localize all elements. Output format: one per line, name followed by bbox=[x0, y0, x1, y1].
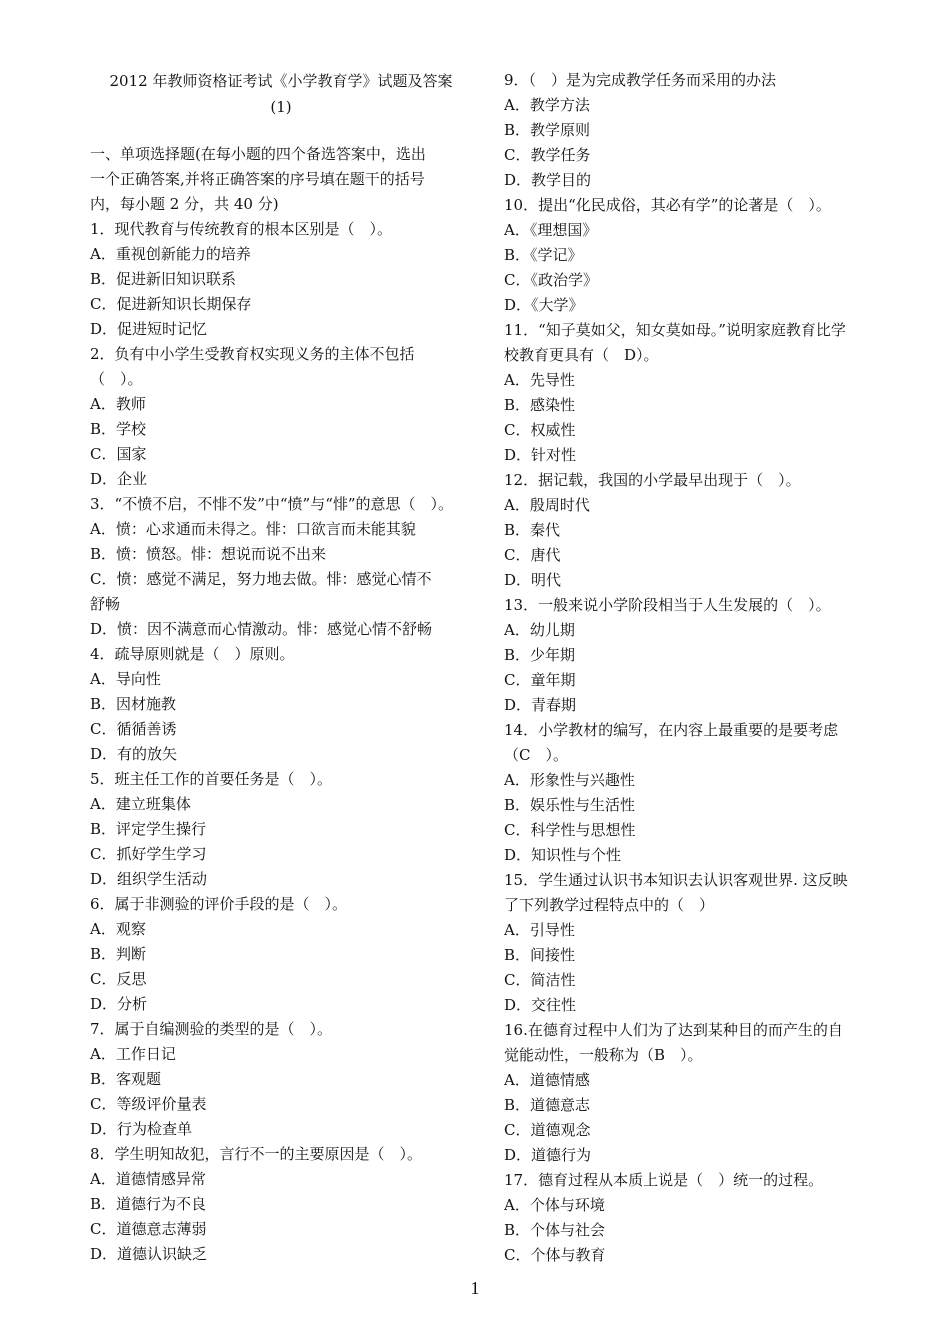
text-line: C．抓好学生学习 bbox=[90, 845, 207, 863]
text-line: 一个正确答案,并将正确答案的序号填在题干的括号 bbox=[90, 170, 425, 188]
text-line: B．感染性 bbox=[504, 396, 576, 414]
text-line: 7．属于自编测验的类型的是（ ）。 bbox=[90, 1020, 333, 1038]
title-line: (1) bbox=[270, 98, 292, 116]
text-line: 1．现代教育与传统教育的根本区别是（ ）。 bbox=[90, 220, 393, 238]
text-line: D．《大学》 bbox=[504, 296, 584, 314]
text-line: A．幼儿期 bbox=[504, 621, 575, 639]
text-line: A．《理想国》 bbox=[504, 221, 598, 239]
left-column bbox=[90, 68, 472, 1267]
text-line: A．重视创新能力的培养 bbox=[90, 245, 251, 263]
text-line: B．个体与社会 bbox=[504, 1221, 606, 1239]
text-line: A．导向性 bbox=[90, 670, 161, 688]
text-line: C．国家 bbox=[90, 445, 147, 463]
text-line: B．愤：愤怒。悱：想说而说不出来 bbox=[90, 545, 327, 563]
text-line: B．娱乐性与生活性 bbox=[504, 796, 636, 814]
text-line: D．道德认识缺乏 bbox=[90, 1245, 208, 1263]
text-line: A．教学方法 bbox=[504, 96, 590, 114]
text-line: B．《学记》 bbox=[504, 246, 583, 264]
text-line: D．教学目的 bbox=[504, 171, 592, 189]
text-line: 了下列教学过程特点中的（ ） bbox=[504, 896, 715, 914]
text-line: D．针对性 bbox=[504, 446, 577, 464]
text-line: C．科学性与思想性 bbox=[504, 821, 636, 839]
text-line: D．企业 bbox=[90, 470, 148, 488]
text-line: D．交往性 bbox=[504, 996, 577, 1014]
text-line: B．评定学生操行 bbox=[90, 820, 207, 838]
text-line: 13．一般来说小学阶段相当于人生发展的（ ）。 bbox=[504, 596, 831, 614]
spacer bbox=[90, 120, 472, 142]
text-line: A．道德情感异常 bbox=[90, 1170, 206, 1188]
text-line: 14．小学教材的编写，在内容上最重要的是要考虑 bbox=[504, 721, 839, 739]
text-line: C．权威性 bbox=[504, 421, 576, 439]
text-line: D．明代 bbox=[504, 571, 562, 589]
text-line: 校教育更具有（ D）。 bbox=[504, 346, 659, 364]
text-line: 一、单项选择题(在每小题的四个备选答案中，选出 bbox=[90, 145, 426, 163]
text-line: A．形象性与兴趣性 bbox=[504, 771, 635, 789]
text-line: 2．负有中小学生受教育权实现义务的主体不包括 bbox=[90, 345, 415, 363]
text-line: （ ）。 bbox=[90, 370, 143, 388]
text-line: 11．“知子莫如父，知女莫如母。”说明家庭教育比学 bbox=[504, 321, 846, 339]
text-line: A．工作日记 bbox=[90, 1045, 176, 1063]
text-line: A．殷周时代 bbox=[504, 496, 590, 514]
text-line: A．观察 bbox=[90, 920, 146, 938]
text-line: 12．据记载，我国的小学最早出现于（ ）。 bbox=[504, 471, 801, 489]
text-line: A．个体与环境 bbox=[504, 1196, 605, 1214]
left-question-list bbox=[90, 142, 472, 1267]
text-line: C．道德意志薄弱 bbox=[90, 1220, 207, 1238]
text-line: D．愤：因不满意而心情激动。悱：感觉心情不舒畅 bbox=[90, 620, 433, 638]
text-line: A．建立班集体 bbox=[90, 795, 191, 813]
text-line: 舒畅 bbox=[90, 595, 121, 613]
text-line: D．青春期 bbox=[504, 696, 577, 714]
text-line: C．愤：感觉不满足，努力地去做。悱：感觉心情不 bbox=[90, 570, 432, 588]
text-line: C．教学任务 bbox=[504, 146, 591, 164]
text-line: 4．疏导原则就是（ ）原则。 bbox=[90, 645, 295, 663]
text-line: B．秦代 bbox=[504, 521, 561, 539]
text-line: B．因材施教 bbox=[90, 695, 177, 713]
text-line: 6．属于非测验的评价手段的是（ ）。 bbox=[90, 895, 348, 913]
text-line: 16.在德育过程中人们为了达到某种目的而产生的自 bbox=[504, 1021, 843, 1039]
text-line: D．行为检查单 bbox=[90, 1120, 193, 1138]
text-line: A．引导性 bbox=[504, 921, 575, 939]
text-line: 8．学生明知故犯，言行不一的主要原因是（ ）。 bbox=[90, 1145, 423, 1163]
text-line: A．教师 bbox=[90, 395, 146, 413]
text-line: D．组织学生活动 bbox=[90, 870, 208, 888]
text-line: 9．（ ）是为完成教学任务而采用的办法 bbox=[504, 71, 777, 89]
text-line: 3．“不愤不启，不悱不发”中“愤”与“悱”的意思（ ）。 bbox=[90, 495, 454, 513]
text-line: B．学校 bbox=[90, 420, 147, 438]
text-line: B．少年期 bbox=[504, 646, 576, 664]
text-line: C．促进新知识长期保存 bbox=[90, 295, 252, 313]
text-line: 觉能动性，一般称为（B ）。 bbox=[504, 1046, 703, 1064]
right-question-list bbox=[504, 68, 887, 1268]
page-number: 1 bbox=[470, 1278, 480, 1298]
text-line: B．客观题 bbox=[90, 1070, 162, 1088]
text-line: C．反思 bbox=[90, 970, 147, 988]
text-line: （C ）。 bbox=[504, 746, 568, 764]
text-line: B．道德意志 bbox=[504, 1096, 591, 1114]
text-line: 15．学生通过认识书本知识去认识客观世界. 这反映 bbox=[504, 871, 848, 889]
text-line: D．有的放矢 bbox=[90, 745, 178, 763]
text-line: C．童年期 bbox=[504, 671, 576, 689]
text-line: B．间接性 bbox=[504, 946, 576, 964]
right-column bbox=[504, 68, 887, 1268]
text-line: B．道德行为不良 bbox=[90, 1195, 207, 1213]
text-line: D．促进短时记忆 bbox=[90, 320, 208, 338]
text-line: C．唐代 bbox=[504, 546, 561, 564]
text-line: C．《政治学》 bbox=[504, 271, 598, 289]
text-line: D．分析 bbox=[90, 995, 148, 1013]
text-line: C．简洁性 bbox=[504, 971, 576, 989]
text-line: 5．班主任工作的首要任务是（ ）。 bbox=[90, 770, 333, 788]
document-title bbox=[90, 68, 472, 120]
text-line: 内，每小题 2 分，共 40 分) bbox=[90, 195, 279, 213]
text-line: A．愤：心求通而未得之。悱：口欲言而未能其貌 bbox=[90, 520, 416, 538]
text-line: C．等级评价量表 bbox=[90, 1095, 207, 1113]
title-line: 2012 年教师资格证考试《小学教育学》试题及答案 bbox=[109, 72, 453, 90]
text-line: C．循循善诱 bbox=[90, 720, 177, 738]
text-line: D．道德行为 bbox=[504, 1146, 592, 1164]
text-line: C．道德观念 bbox=[504, 1121, 591, 1139]
text-line: A．先导性 bbox=[504, 371, 575, 389]
text-line: C．个体与教育 bbox=[504, 1246, 606, 1264]
text-line: B．判断 bbox=[90, 945, 147, 963]
text-line: B．教学原则 bbox=[504, 121, 591, 139]
text-line: 10．提出“化民成俗，其必有学”的论著是（ ）。 bbox=[504, 196, 831, 214]
text-line: B．促进新旧知识联系 bbox=[90, 270, 237, 288]
text-line: 17．德育过程从本质上说是（ ）统一的过程。 bbox=[504, 1171, 824, 1189]
text-line: A．道德情感 bbox=[504, 1071, 590, 1089]
text-line: D．知识性与个性 bbox=[504, 846, 622, 864]
